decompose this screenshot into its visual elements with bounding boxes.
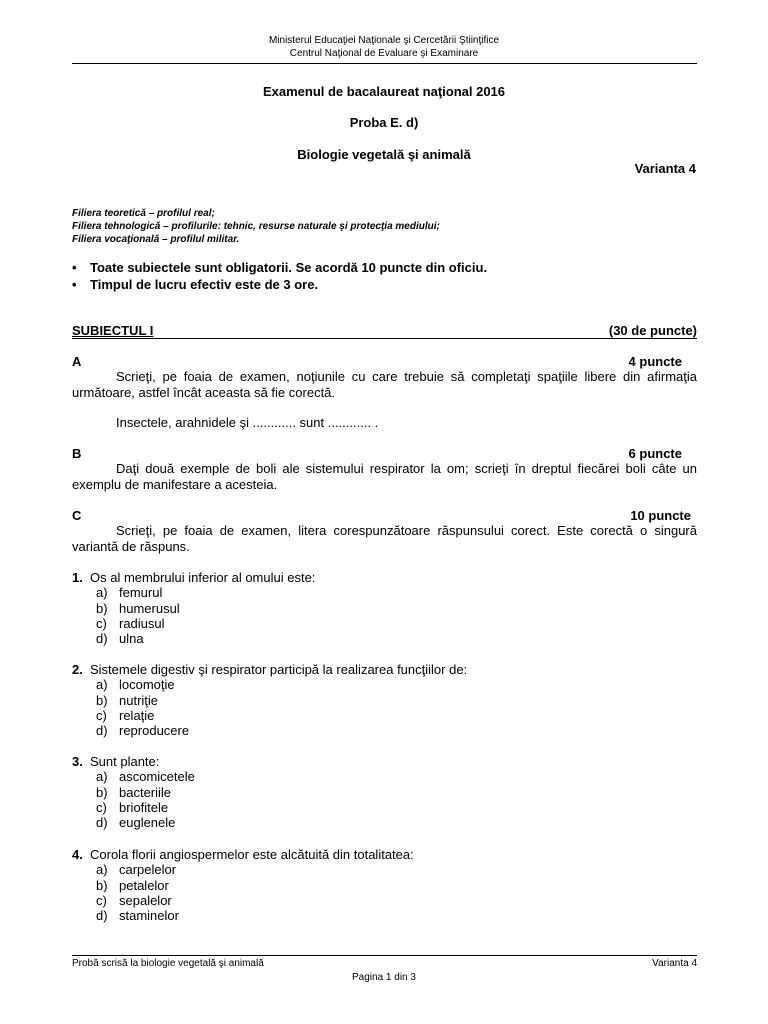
filiera-item: Filiera teoretică – profilul real; — [72, 208, 215, 219]
section-c-text: Scrieţi, pe foaia de examen, litera corespunzătoare răspunsului corect. Este corectă o singură variantă de răspuns. — [72, 523, 697, 554]
section-b-heading — [72, 446, 697, 461]
question-number: 2. — [72, 662, 83, 677]
answer-option: c) briofitele — [96, 799, 169, 815]
answer-option: b) nutriţie — [96, 692, 159, 708]
section-c-heading — [72, 508, 697, 523]
question-text: Sistemele digestiv şi respirator participă la realizarea funcţiilor de: — [90, 662, 468, 677]
page-number: Pagina 1 din 3 — [352, 972, 416, 983]
section-b-points: 6 puncte — [628, 446, 682, 461]
section-b-letter: B — [72, 446, 82, 461]
footer-left: Probă scrisă la biologie vegetală şi animală — [72, 958, 264, 969]
subject-title: SUBIECTUL I — [72, 323, 154, 338]
question-number: 4. — [72, 847, 83, 862]
ministry-name: Ministerul Educaţiei Naţionale şi Cercetării Ştiinţifice — [268, 35, 500, 46]
answer-option: b) petalelor — [96, 877, 169, 893]
section-a-heading — [72, 354, 697, 369]
answer-option: a) locomoţie — [96, 677, 175, 693]
question-3 — [72, 754, 697, 830]
bullet-icon: • — [72, 277, 77, 292]
answer-option: a) carpelelor — [96, 862, 177, 878]
footer-divider — [72, 955, 697, 956]
section-a-text: Scrieţi, pe foaia de examen, noţiunile cu care trebuie să completaţi spaţiile libere din afirmaţia următoare, astfel încât aceasta să fie corectă. — [72, 369, 697, 400]
rule-item: • Timpul de lucru efectiv este de 3 ore. — [72, 277, 319, 292]
question-4 — [72, 847, 697, 923]
general-rules — [72, 260, 487, 294]
filiera-item: Filiera vocaţională – profilul militar. — [72, 234, 240, 245]
answer-option: d) staminelor — [96, 908, 179, 924]
question-text: Corola florii angiospermelor este alcătuită din totalitatea: — [90, 847, 414, 862]
subject-heading — [72, 323, 697, 338]
answer-option: c) sepalelor — [96, 892, 172, 908]
answer-option: b) humerusul — [96, 600, 180, 616]
answer-option: a) femurul — [96, 585, 163, 601]
subject-points: (30 de puncte) — [608, 323, 697, 338]
bullet-icon: • — [72, 260, 77, 275]
subject-underline — [72, 338, 697, 339]
center-name: Centrul Naţional de Evaluare şi Examinare — [289, 48, 479, 59]
answer-option: d) euglenele — [96, 815, 176, 831]
answer-option: c) relaţie — [96, 707, 155, 723]
answer-option: a) ascomicetele — [96, 769, 195, 785]
filiere-list — [72, 207, 440, 246]
section-c-points: 10 puncte — [630, 508, 691, 523]
filiera-item: Filiera tehnologică – profilurile: tehnic, resurse naturale şi protecţia mediului; — [72, 221, 440, 232]
question-text: Os al membrului inferior al omului este: — [90, 570, 316, 585]
footer-right: Varianta 4 — [652, 958, 697, 969]
question-number: 3. — [72, 754, 83, 769]
answer-option: d) reproducere — [96, 723, 190, 739]
page-footer — [72, 958, 697, 969]
rule-item: • Toate subiectele sunt obligatorii. Se acordă 10 puncte din oficiu. — [72, 260, 488, 275]
answer-option: d) ulna — [96, 631, 144, 647]
section-b-text: Daţi două exemple de boli ale sistemului respirator la om; scrieţi în dreptul fiecărei boli câte un exemplu de manifestare a acesteia. — [72, 461, 697, 492]
answer-option: b) bacteriile — [96, 784, 172, 800]
exam-title: Examenul de bacalaureat naţional 2016 — [262, 84, 506, 99]
section-a-letter: A — [72, 354, 82, 369]
section-a-statement: Insectele, arahnidele şi ............ sunt ............ . — [116, 415, 379, 430]
exam-variant: Varianta 4 — [634, 161, 696, 176]
exam-proba: Proba E. d) — [349, 115, 419, 130]
exam-subject: Biologie vegetală şi animală — [297, 147, 471, 162]
question-number: 1. — [72, 570, 83, 585]
question-2 — [72, 662, 697, 738]
section-c-letter: C — [72, 508, 82, 523]
question-text: Sunt plante: — [90, 754, 160, 769]
question-1 — [72, 570, 697, 646]
section-a-points: 4 puncte — [628, 354, 682, 369]
answer-option: c) radiusul — [96, 615, 165, 631]
header-divider — [72, 63, 697, 64]
